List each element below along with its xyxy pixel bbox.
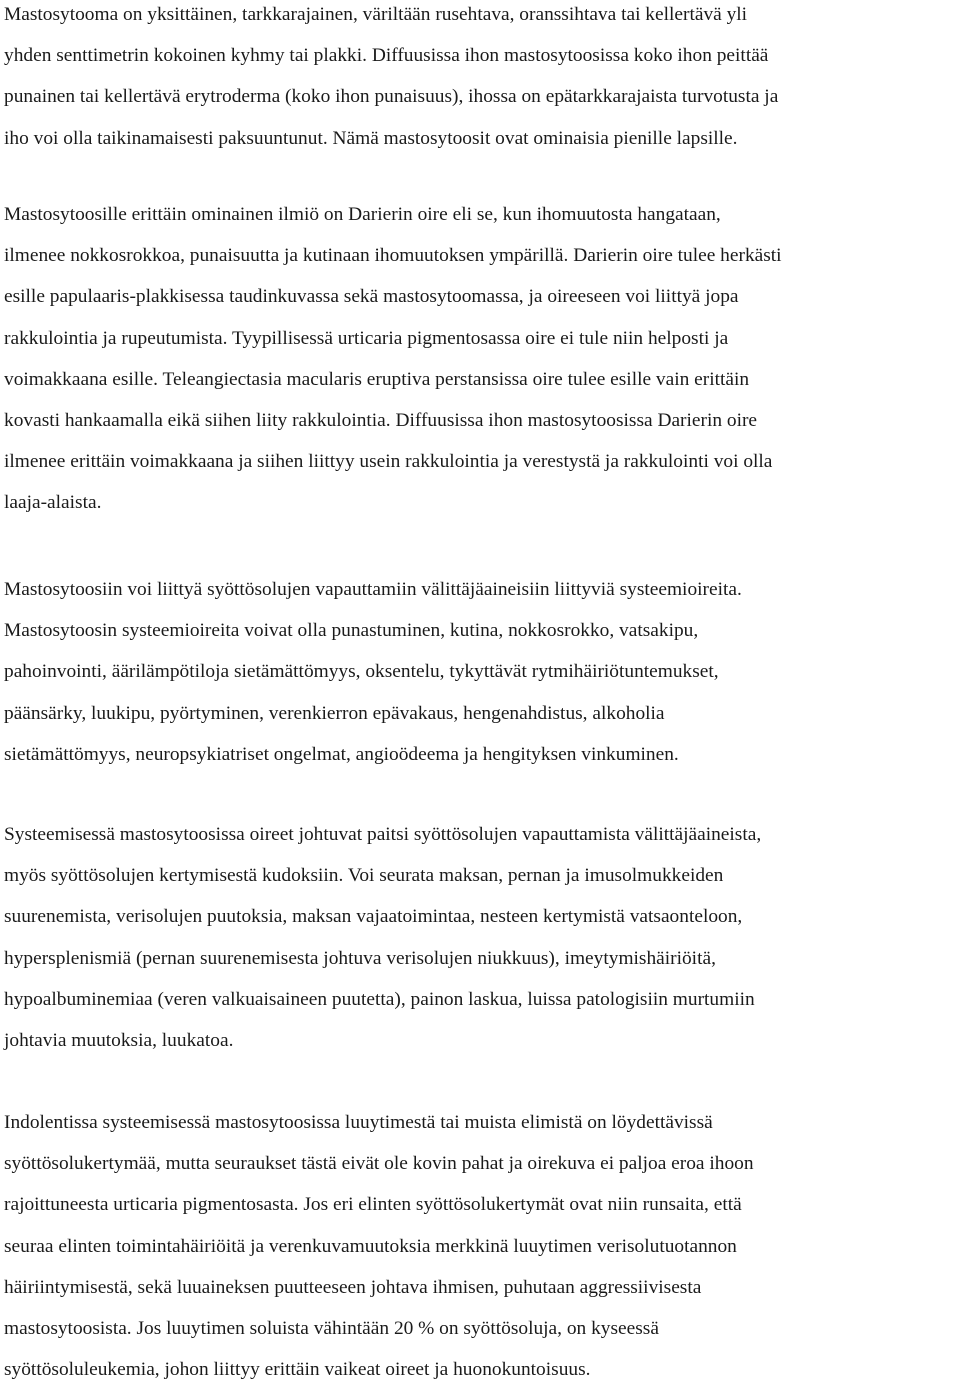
text-line: syöttösoluleukemia, johon liittyy erittäin vaikeat oireet ja huonokuntoisuus. — [4, 1359, 591, 1381]
text-line: iho voi olla taikinamaisesti paksuuntunut. Nämä mastosytoosit ovat ominaisia pienille lapsille. — [4, 127, 738, 149]
paragraph-4 — [4, 814, 761, 1061]
text-line: Mastosytoosille erittäin ominainen ilmiö on Darierin oire eli se, kun ihomuutosta hangataan, — [4, 204, 721, 225]
text-line: ilmenee erittäin voimakkaana ja siihen liittyy usein rakkulointia ja verestystä ja rakkulointi voi olla — [4, 451, 773, 473]
text-line: esille papulaaris-plakkisessa taudinkuvassa sekä mastosytoomassa, ja oireeseen voi liittyä jopa — [4, 286, 739, 308]
paragraph-3 — [4, 569, 742, 775]
paragraph-5 — [4, 1102, 754, 1390]
text-line: suurenemista, verisolujen puutoksia, maksan vajaatoimintaa, nesteen kertymistä vatsaonteloon, — [4, 906, 743, 928]
text-line: yhden senttimetrin kokoinen kyhmy tai plakki. Diffuusissa ihon mastosytoosissa koko ihon peittää — [4, 45, 769, 67]
text-line: päänsärky, luukipu, pyörtyminen, verenkierron epävakaus, hengenahdistus, alkoholia — [4, 702, 665, 724]
text-line: pahoinvointi, äärilämpötiloja sietämättömyys, oksentelu, tykyttävät rytmihäiriötuntemukset, — [4, 661, 719, 683]
text-line: Mastosytoosin systeemioireita voivat olla punastuminen, kutina, nokkosrokko, vatsakipu, — [4, 620, 699, 642]
text-line: johtavia muutoksia, luukatoa. — [4, 1030, 234, 1052]
text-line: myös syöttösolujen kertymisestä kudoksiin. Voi seurata maksan, pernan ja imusolmukkeiden — [4, 865, 724, 887]
text-line: Mastosytoosiin voi liittyä syöttösolujen vapauttamiin välittäjäaineisiin liittyviä systeemioireita. — [4, 579, 742, 600]
text-line: laaja-alaista. — [4, 492, 102, 514]
text-line: Mastosytooma on yksittäinen, tarkkarajainen, väriltään rusehtava, oranssihtava tai kellertävä yli — [4, 4, 748, 25]
text-line: rakkulointia ja rupeutumista. Tyypillisessä urticaria pigmentosassa oire ei tule niin helposti ja — [4, 327, 729, 349]
paragraph-1 — [4, 0, 778, 159]
text-line: ilmenee nokkosrokkoa, punaisuutta ja kutinaan ihomuutoksen ympärillä. Darierin oire tulee herkästi — [4, 245, 782, 267]
text-line: kovasti hankaamalla eikä siihen liity rakkulointia. Diffuusissa ihon mastosytoosissa Darierin oire — [4, 410, 758, 432]
text-line: mastosytoosista. Jos luuytimen soluista vähintään 20 % on syöttösoluja, on kyseessä — [4, 1318, 659, 1340]
text-line: punainen tai kellertävä erytroderma (koko ihon punaisuus), ihossa on epätarkkarajaista turvotusta ja — [4, 86, 779, 108]
text-line: Indolentissa systeemisessä mastosytoosissa luuytimestä tai muista elimistä on löydettävissä — [4, 1112, 713, 1133]
text-line: voimakkaana esille. Teleangiectasia macularis eruptiva perstansissa oire tulee esille vain erittäin — [4, 368, 750, 390]
text-line: sietämättömyys, neuropsykiatriset ongelmat, angioödeema ja hengityksen vinkuminen. — [4, 743, 679, 765]
text-line: hypoalbuminemiaa (veren valkuaisaineen puutetta), painon laskua, luissa patologisiin murtumiin — [4, 988, 755, 1010]
text-line: hypersplenismiä (pernan suurenemisesta johtuva verisolujen niukkuus), imeytymishäiriöitä, — [4, 947, 716, 969]
paragraph-2 — [4, 194, 782, 524]
text-line: Systeemisessä mastosytoosissa oireet johtuvat paitsi syöttösolujen vapauttamista välittäjäaineista, — [4, 824, 762, 845]
text-line: häiriintymisestä, sekä luuaineksen puutteeseen johtava ihmisen, puhutaan aggressiivisesta — [4, 1276, 702, 1298]
text-line: seuraa elinten toimintahäiriöitä ja verenkuvamuutoksia merkkinä luuytimen verisolutuotannon — [4, 1235, 737, 1257]
text-line: syöttösolukertymää, mutta seuraukset tästä eivät ole kovin pahat ja oirekuva ei paljoa eroa ihoon — [4, 1153, 754, 1175]
text-line: rajoittuneesta urticaria pigmentosasta. Jos eri elinten syöttösolukertymät ovat niin runsaita, että — [4, 1194, 742, 1216]
